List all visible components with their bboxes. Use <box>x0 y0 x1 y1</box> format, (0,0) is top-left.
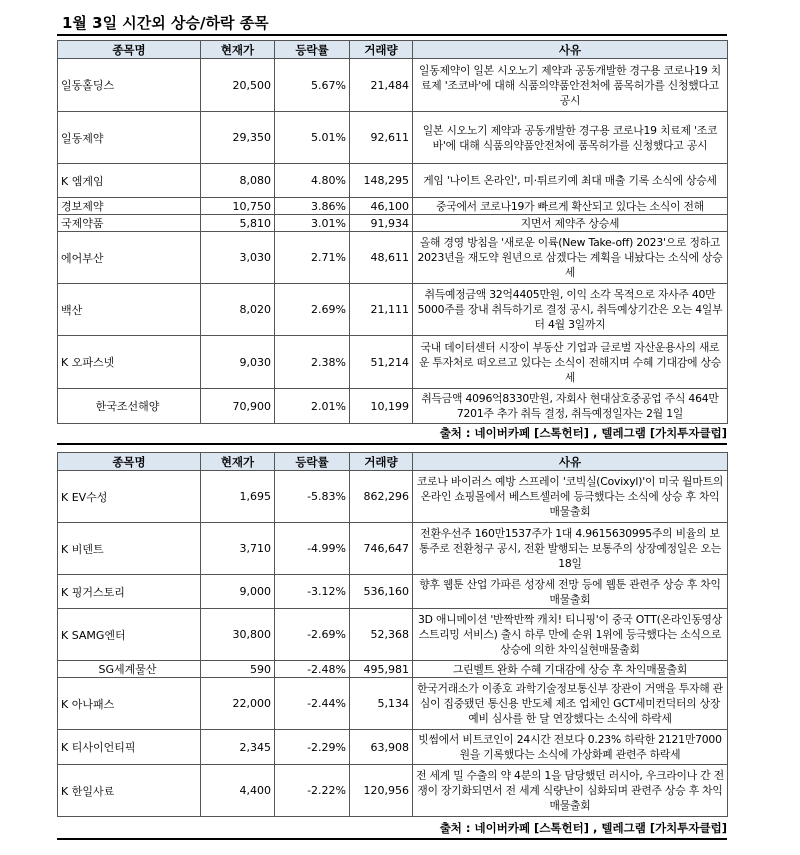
stock-price: 20,500 <box>201 59 275 112</box>
stock-name: 한국조선해양 <box>58 389 201 424</box>
stock-change: 2.38% <box>275 336 350 389</box>
stock-price: 590 <box>201 661 275 678</box>
table-row <box>58 730 728 765</box>
stock-reason: 코로나 바이러스 예방 스프레이 '코빅실(Covixyl)'이 미국 월마트의 온라인 쇼핑몰에서 베스트셀러에 등극했다는 소식에 상승 후 차익매물출회 <box>413 471 728 523</box>
stock-price: 5,810 <box>201 215 275 232</box>
stock-volume: 51,214 <box>350 336 413 389</box>
stock-change: 5.01% <box>275 112 350 164</box>
table-row <box>58 765 728 817</box>
stock-change: 2.69% <box>275 284 350 336</box>
stock-price: 3,710 <box>201 523 275 575</box>
stock-volume: 92,611 <box>350 112 413 164</box>
table-row <box>58 575 728 609</box>
stock-price: 29,350 <box>201 112 275 164</box>
table-row <box>58 336 728 389</box>
stock-reason: 한국거래소가 이종호 과학기술정보통신부 장관이 거액을 투자해 관심이 집중됐던 통신용 반도체 제조 업체인 GCT세미컨덕터의 상장 예비 심사를 한 달 연장했다는 소식에 하락세 <box>413 678 728 730</box>
header-volume: 거래량 <box>350 41 413 59</box>
stock-volume: 63,908 <box>350 730 413 765</box>
stock-volume: 52,368 <box>350 609 413 661</box>
stock-volume: 120,956 <box>350 765 413 817</box>
stock-name: K 비덴트 <box>58 523 201 575</box>
stock-name: 에어부산 <box>58 232 201 284</box>
stock-change: 3.86% <box>275 198 350 215</box>
source-note: 출처 : 네이버카페 [스톡헌터] , 텔레그램 [가치투자클럽] <box>439 426 727 440</box>
table-row <box>58 678 728 730</box>
stock-volume: 148,295 <box>350 164 413 198</box>
stock-volume: 5,134 <box>350 678 413 730</box>
stock-price: 10,750 <box>201 198 275 215</box>
stock-change: -4.99% <box>275 523 350 575</box>
stock-reason: 3D 애니메이션 '반짝반짝 캐치! 티니핑'이 중국 OTT(온라인동영상 스트리밍 서비스) 출시 하루 만에 순위 1위에 등극했다는 소식으로 상승에 의한 차익실현매물출회 <box>413 609 728 661</box>
table-row <box>58 164 728 198</box>
stock-reason: 일본 시오노기 제약과 공동개발한 경구용 코로나19 치료제 '조코바'에 대해 식품의약품안전처에 품목허가를 신청했다고 공시 <box>413 112 728 164</box>
table-row <box>58 59 728 112</box>
header-change: 등락률 <box>275 41 350 59</box>
stock-volume: 495,981 <box>350 661 413 678</box>
stock-reason: 전 세계 밀 수출의 약 4분의 1을 담당했던 러시아, 우크라이나 간 전쟁이 장기화되면서 전 세계 식량난이 심화되며 관련주 상승 후 차익매물출회 <box>413 765 728 817</box>
stock-reason: 중국에서 코로나19가 빠르게 확산되고 있다는 소식이 전해 <box>413 198 728 215</box>
stock-name: K 티사이언티픽 <box>58 730 201 765</box>
stock-reason: 향후 웹툰 산업 가파른 성장세 전망 등에 웹툰 관련주 상승 후 차익매물출회 <box>413 575 728 609</box>
table-row <box>58 389 728 424</box>
stock-reason: 국내 데이터센터 시장이 부동산 기업과 글로벌 자산운용사의 새로운 투자처로 떠오르고 있다는 소식이 전해지며 수혜 기대감에 상승세 <box>413 336 728 389</box>
bottom-divider <box>57 838 727 840</box>
stock-change: -3.12% <box>275 575 350 609</box>
table-row <box>58 661 728 678</box>
stock-name: K 아나패스 <box>58 678 201 730</box>
table-row <box>58 609 728 661</box>
stock-price: 30,800 <box>201 609 275 661</box>
table-header-row <box>58 453 728 471</box>
stock-name: K SAMG엔터 <box>58 609 201 661</box>
header-price: 현재가 <box>201 41 275 59</box>
stock-change: 4.80% <box>275 164 350 198</box>
table-row <box>58 471 728 523</box>
stock-reason: 취득금액 4096억8330만원, 자회사 현대삼호중공업 주식 464만7201주 추가 취득 결정, 취득예정일자는 2월 1일 <box>413 389 728 424</box>
section-divider <box>57 443 727 445</box>
stock-price: 9,000 <box>201 575 275 609</box>
rising-stocks-table <box>57 40 728 424</box>
stock-name: 국제약품 <box>58 215 201 232</box>
stock-reason: 올해 경영 방침을 '새로운 이륙(New Take-off) 2023'으로 정하고 2023년을 재도약 원년으로 삼겠다는 계획을 내놨다는 소식에 상승세 <box>413 232 728 284</box>
stock-name: 일동홀딩스 <box>58 59 201 112</box>
table-row <box>58 112 728 164</box>
stock-name: K 오파스넷 <box>58 336 201 389</box>
stock-price: 2,345 <box>201 730 275 765</box>
stock-price: 70,900 <box>201 389 275 424</box>
stock-change: -2.48% <box>275 661 350 678</box>
stock-name: K 한일사료 <box>58 765 201 817</box>
source-note: 출처 : 네이버카페 [스톡헌터] , 텔레그램 [가치투자클럽] <box>439 821 727 835</box>
stock-name: 일동제약 <box>58 112 201 164</box>
header-name: 종목명 <box>58 453 201 471</box>
header-change: 등락률 <box>275 453 350 471</box>
table-row <box>58 232 728 284</box>
stock-name: K 엠게임 <box>58 164 201 198</box>
stock-reason: 그린벨트 완화 수혜 기대감에 상승 후 차익매물출회 <box>413 661 728 678</box>
stock-price: 8,080 <box>201 164 275 198</box>
stock-price: 4,400 <box>201 765 275 817</box>
page-title: 1월 3일 시간외 상승/하락 종목 <box>62 14 269 32</box>
stock-name: SG세계물산 <box>58 661 201 678</box>
stock-price: 22,000 <box>201 678 275 730</box>
stock-reason: 지면서 제약주 상승세 <box>413 215 728 232</box>
table-row <box>58 284 728 336</box>
stock-name: K EV수성 <box>58 471 201 523</box>
stock-volume: 21,484 <box>350 59 413 112</box>
stock-reason: 일동제약이 일본 시오노기 제약과 공동개발한 경구용 코로나19 치료제 '조코바'에 대해 식품의약품안전처에 품목허가를 신청했다고 공시 <box>413 59 728 112</box>
stock-price: 9,030 <box>201 336 275 389</box>
stock-change: -2.29% <box>275 730 350 765</box>
stock-name: 경보제약 <box>58 198 201 215</box>
stock-change: 3.01% <box>275 215 350 232</box>
stock-reason: 게임 '나이트 온라인', 미·튀르키예 최대 매출 기록 소식에 상승세 <box>413 164 728 198</box>
stock-volume: 46,100 <box>350 198 413 215</box>
stock-volume: 746,647 <box>350 523 413 575</box>
stock-volume: 48,611 <box>350 232 413 284</box>
stock-volume: 21,111 <box>350 284 413 336</box>
stock-reason: 전환우선주 160만1537주가 1대 4.9615630995주의 비율의 보통주로 전환청구 공시, 전환 발행되는 보통주의 상장예정일은 오는 18일 <box>413 523 728 575</box>
stock-volume: 10,199 <box>350 389 413 424</box>
stock-change: 2.71% <box>275 232 350 284</box>
table-header-row <box>58 41 728 59</box>
stock-volume: 862,296 <box>350 471 413 523</box>
table-row <box>58 198 728 215</box>
table-row <box>58 215 728 232</box>
header-reason: 사유 <box>413 41 728 59</box>
header-reason: 사유 <box>413 453 728 471</box>
stock-price: 1,695 <box>201 471 275 523</box>
stock-name: K 핑거스토리 <box>58 575 201 609</box>
stock-change: -2.22% <box>275 765 350 817</box>
stock-change: 5.67% <box>275 59 350 112</box>
stock-reason: 빗썸에서 비트코인이 24시간 전보다 0.23% 하락한 2121만7000원을 기록했다는 소식에 가상화폐 관련주 하락세 <box>413 730 728 765</box>
stock-price: 3,030 <box>201 232 275 284</box>
stock-volume: 91,934 <box>350 215 413 232</box>
header-name: 종목명 <box>58 41 201 59</box>
stock-volume: 536,160 <box>350 575 413 609</box>
stock-reason: 취득예정금액 32억4405만원, 이익 소각 목적으로 자사주 40만5000주를 장내 취득하기로 결정 공시, 취득예상기간은 오는 4일부터 4월 3일까지 <box>413 284 728 336</box>
stock-change: 2.01% <box>275 389 350 424</box>
stock-change: -2.69% <box>275 609 350 661</box>
stock-change: -2.44% <box>275 678 350 730</box>
header-price: 현재가 <box>201 453 275 471</box>
title-divider <box>57 34 727 36</box>
table-row <box>58 523 728 575</box>
falling-stocks-table <box>57 452 728 817</box>
header-volume: 거래량 <box>350 453 413 471</box>
stock-price: 8,020 <box>201 284 275 336</box>
stock-name: 백산 <box>58 284 201 336</box>
stock-change: -5.83% <box>275 471 350 523</box>
